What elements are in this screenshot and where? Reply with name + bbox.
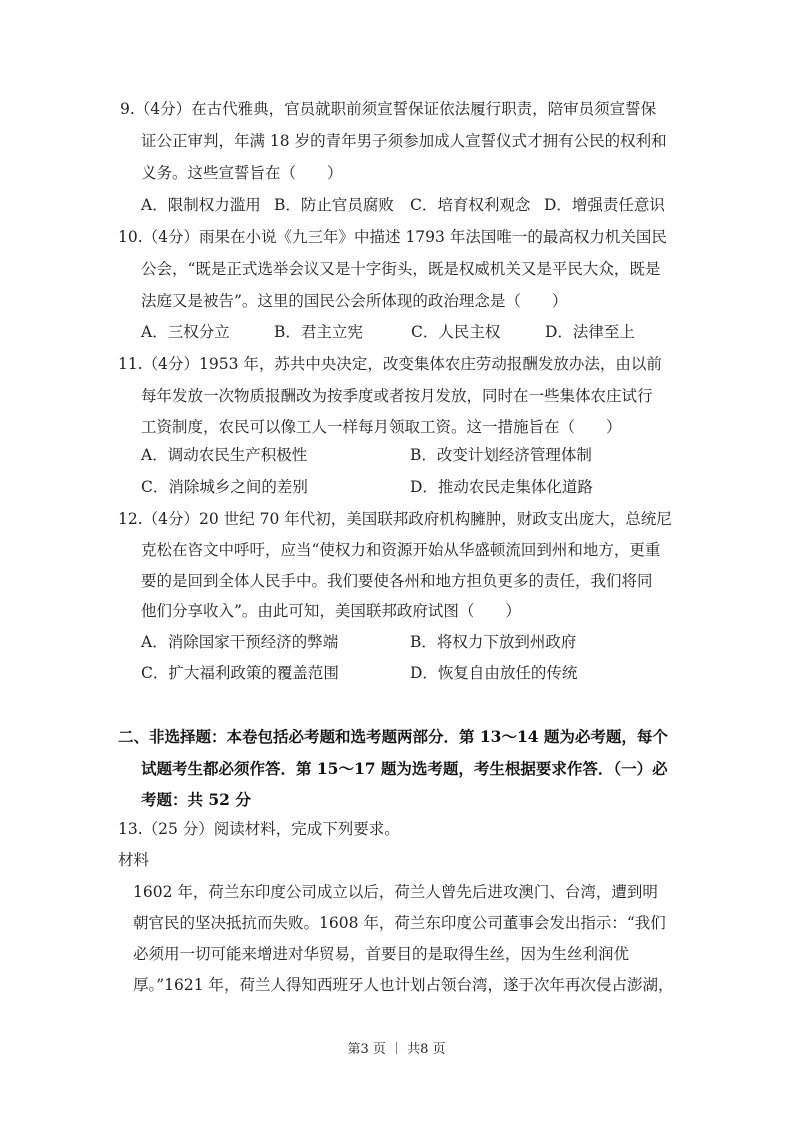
q9-option-d[interactable]: D．增强责任意识 xyxy=(544,196,665,214)
q11-option-c[interactable]: C．消除城乡之间的差别 xyxy=(141,478,308,496)
q13-material-line-3: 必须用一切可能来增进对华贸易，首要目的是取得生丝，因为生丝利润优 xyxy=(133,945,630,963)
q11-line-2: 每年发放一次物质报酬改为按季度或者按月发放，同时在一些集体农庄试行 xyxy=(141,387,653,405)
q11-line-1: 11.（4分）1953 年，苏共中央决定，改变集体农庄劳动报酬发放办法，由以前 xyxy=(118,355,662,373)
q13-material-label: 材料 xyxy=(118,851,150,869)
q10-line-3: 法庭又是被告”。这里的国民公会所体现的政治理念是（ ） xyxy=(141,292,568,310)
q13-title: 13.（25 分）阅读材料，完成下列要求。 xyxy=(118,820,400,838)
q12-line-1: 12.（4分）20 世纪 70 年代初，美国联邦政府机构臃肿，财政支出庞大，总统尼 xyxy=(118,510,672,528)
q13-material-line-4: 厚。”1621 年，荷兰人得知西班牙人也计划占领台湾，遂于次年再次侵占澎湖， xyxy=(133,976,674,994)
q12-line-3: 要的是回到全体人民手中。我们要使各州和地方担负更多的责任，我们将同 xyxy=(141,572,653,590)
q12-option-b[interactable]: B．将权力下放到州政府 xyxy=(410,633,577,651)
section-2-heading-line-2: 试题考生都必须作答．第 15～17 题为选考题，考生根据要求作答．（一）必 xyxy=(141,759,668,778)
q9-option-c[interactable]: C．培育权利观念 xyxy=(410,196,531,214)
q12-option-d[interactable]: D．恢复自由放任的传统 xyxy=(410,664,578,682)
q9-line-2: 证公正审判，年满 18 岁的青年男子须参加成人宣誓仪式才拥有公民的权利和 xyxy=(141,132,667,150)
q10-line-1: 10.（4分）雨果在小说《九三年》中描述 1793 年法国唯一的最高权力机关国民 xyxy=(118,228,667,246)
page-footer: 第3 页 ｜ 共8 页 xyxy=(347,1042,446,1057)
q10-option-b[interactable]: B．君主立宪 xyxy=(274,323,363,341)
section-2-heading-line-1: 二、非选择题：本卷包括必考题和选考题两部分．第 13～14 题为必考题，每个 xyxy=(118,727,668,746)
q9-line-1: 9.（4分）在古代雅典，官员就职前须宣誓保证依法履行职责，陪审员须宣誓保 xyxy=(120,100,657,118)
q11-option-d[interactable]: D．推动农民走集体化道路 xyxy=(410,478,593,496)
q11-option-b[interactable]: B．改变计划经济管理体制 xyxy=(410,446,592,464)
q11-option-a[interactable]: A．调动农民生产积极性 xyxy=(141,446,308,464)
q11-line-3: 工资制度，农民可以像工人一样每月领取工资。这一措施旨在（ ） xyxy=(141,418,622,436)
q12-line-2: 克松在咨文中呼吁，应当“使权力和资源开始从华盛顿流回到州和地方，更重 xyxy=(141,541,661,559)
q9-line-3: 义务。这些宣誓旨在（ ） xyxy=(141,164,343,182)
q10-line-2: 公会，“既是正式选举会议又是十字街头，既是权威机关又是平民大众，既是 xyxy=(141,260,661,278)
q9-option-b[interactable]: B．防止官员腐败 xyxy=(274,196,394,214)
q12-option-c[interactable]: C．扩大福利政策的覆盖范围 xyxy=(141,664,339,682)
q12-option-a[interactable]: A．消除国家干预经济的弊端 xyxy=(141,633,339,651)
q10-option-c[interactable]: C．人民主权 xyxy=(411,323,501,341)
section-2-heading-line-3: 考题：共 52 分 xyxy=(141,790,251,809)
q10-option-d[interactable]: D．法律至上 xyxy=(545,323,635,341)
q12-line-4: 他们分享收入”。由此可知，美国联邦政府试图（ ） xyxy=(141,602,521,620)
q9-option-a[interactable]: A．限制权力滥用 xyxy=(141,196,261,214)
q13-material-line-2: 朝官民的坚决抵抗而失败。1608 年，荷兰东印度公司董事会发出指示：“我们 xyxy=(133,914,666,932)
q13-material-line-1: 1602 年，荷兰东印度公司成立以后，荷兰人曾先后进攻澳门、台湾，遭到明 xyxy=(133,883,658,901)
q10-option-a[interactable]: A．三权分立 xyxy=(141,323,230,341)
